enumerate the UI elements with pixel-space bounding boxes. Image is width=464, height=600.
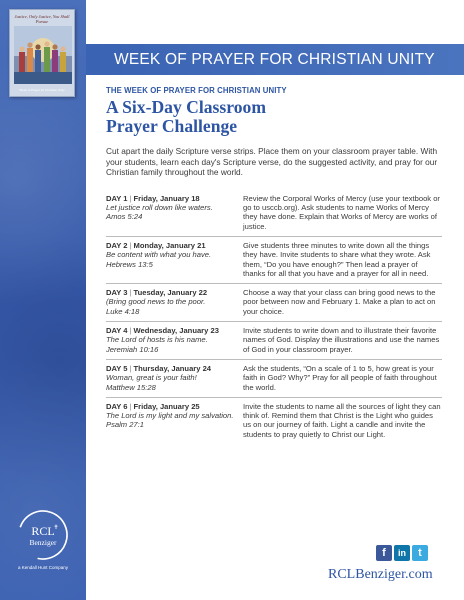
table-row: [106, 322, 442, 360]
day-label: DAY 2: [106, 240, 128, 250]
day-reference: Hebrews 13:5: [106, 259, 153, 269]
day-date: Friday, January 18: [133, 193, 200, 203]
day-info: [106, 190, 243, 237]
cover-footer: Week of Prayer for Christian Unity: [19, 88, 65, 92]
rcl-benziger-logo: [16, 508, 70, 562]
table-row: [106, 359, 442, 397]
day-reference: Matthew 15:28: [106, 382, 156, 392]
day-activity: Choose a way that your class can bring good news to the poor between now and February 1. Make a plan to act on your choice.: [243, 288, 436, 316]
day-heading: DAY 6 | Friday, January 25: [106, 401, 200, 411]
cover-artwork: [14, 26, 72, 84]
logo-text-benziger: Benziger: [29, 538, 57, 547]
day-heading: DAY 3 | Tuesday, January 22: [106, 288, 208, 298]
day-date: Friday, January 25: [133, 401, 200, 411]
table-row: [106, 397, 442, 444]
day-verse: Woman, great is your faith!: [106, 373, 197, 383]
logo-text-rcl: RCL: [31, 524, 55, 538]
facebook-glyph: f: [382, 547, 386, 559]
day-label: DAY 4: [106, 326, 128, 336]
table-row: [106, 236, 442, 283]
day-heading: DAY 5 | Thursday, January 24: [106, 363, 212, 373]
cover-title: Justice, Only Justice, You Shall Pursue: [14, 14, 70, 24]
main-content: [106, 86, 442, 444]
day-label: DAY 3: [106, 288, 128, 298]
day-activity: Invite the students to name all the sources of light they can think of. Remind them that Christ is the Light who guides us on our journey of faith. Light a candle and invite the students to pray quietly to Christ our Light.: [243, 401, 441, 439]
day-date: Tuesday, January 22: [133, 288, 208, 298]
header-band-title: WEEK OF PRAYER FOR CHRISTIAN UNITY: [114, 51, 435, 68]
table-row: [106, 284, 442, 322]
day-reference: Psalm 27:1: [106, 420, 144, 430]
day-activity: Review the Corporal Works of Mercy (use your textbook or go to usccb.org). Ask students to name Works of Mercy they have done. Explain that Works of Mercy are works of justice.: [243, 193, 440, 231]
day-heading: DAY 1 | Friday, January 18: [106, 193, 200, 203]
article-title-line-1: A Six-Day Classroom: [106, 97, 266, 117]
twitter-icon[interactable]: [412, 545, 428, 561]
day-label: DAY 1: [106, 193, 128, 203]
day-verse: Be content with what you have.: [106, 250, 212, 260]
twitter-glyph: t: [418, 547, 422, 559]
day-verse: The Lord is my light and my salvation.: [106, 411, 234, 421]
linkedin-icon[interactable]: [394, 545, 410, 561]
day-date: Monday, January 21: [133, 240, 206, 250]
day-label: DAY 5: [106, 363, 128, 373]
book-cover-image: [9, 9, 75, 97]
day-verse: Let justice roll down like waters.: [106, 203, 213, 213]
day-reference: Amos 5:24: [106, 212, 143, 222]
day-activity: Invite students to write down and to illustrate their favorite names of God. Display the illustrations and use the names of God in your classroom prayer.: [243, 326, 440, 354]
day-heading: DAY 2 | Monday, January 21: [106, 240, 206, 250]
day-reference: Luke 4:18: [106, 306, 140, 316]
company-tagline: a Kendall Hunt Company: [17, 565, 69, 570]
table-row: [106, 190, 442, 237]
day-date: Thursday, January 24: [133, 363, 212, 373]
day-info: [106, 322, 243, 360]
day-heading: DAY 4 | Wednesday, January 23: [106, 326, 219, 336]
day-activity: Give students three minutes to write down all the things they have. Invite students to share what they wrote. Ask them, “Do you have enough?” Then lead a prayer of thanks for all that you have and a prayer for all in need.: [243, 240, 431, 278]
article-eyebrow: THE WEEK OF PRAYER FOR CHRISTIAN UNITY: [106, 86, 287, 95]
day-info: [106, 397, 243, 444]
day-date: Wednesday, January 23: [133, 326, 219, 336]
day-info: [106, 359, 243, 397]
day-info: [106, 284, 243, 322]
day-reference: Jeremiah 10:16: [106, 344, 159, 354]
day-label: DAY 6: [106, 401, 128, 411]
day-info: [106, 236, 243, 283]
intro-paragraph: Cut apart the daily Scripture verse strips. Place them on your classroom prayer table. With your students, learn each day's Scripture verse, do the suggested activity, and pray for our Christian family throughout the world.: [106, 146, 438, 178]
article-title-line-2: Prayer Challenge: [106, 116, 238, 136]
day-verse: The Lord of hosts is his name.: [106, 335, 208, 345]
website-link[interactable]: RCLBenziger.com: [328, 567, 433, 582]
day-activity: Ask the students, “On a scale of 1 to 5, how great is your faith in God? Why?” Pray for all people of faith throughout the world.: [243, 363, 437, 392]
facebook-icon[interactable]: [376, 545, 392, 561]
logo-cross-icon: ✝: [53, 525, 59, 531]
day-schedule-table: [106, 190, 442, 444]
linkedin-glyph: in: [398, 548, 406, 558]
article-title: [106, 98, 442, 136]
day-verse: (Bring good news to the poor.: [106, 297, 206, 307]
